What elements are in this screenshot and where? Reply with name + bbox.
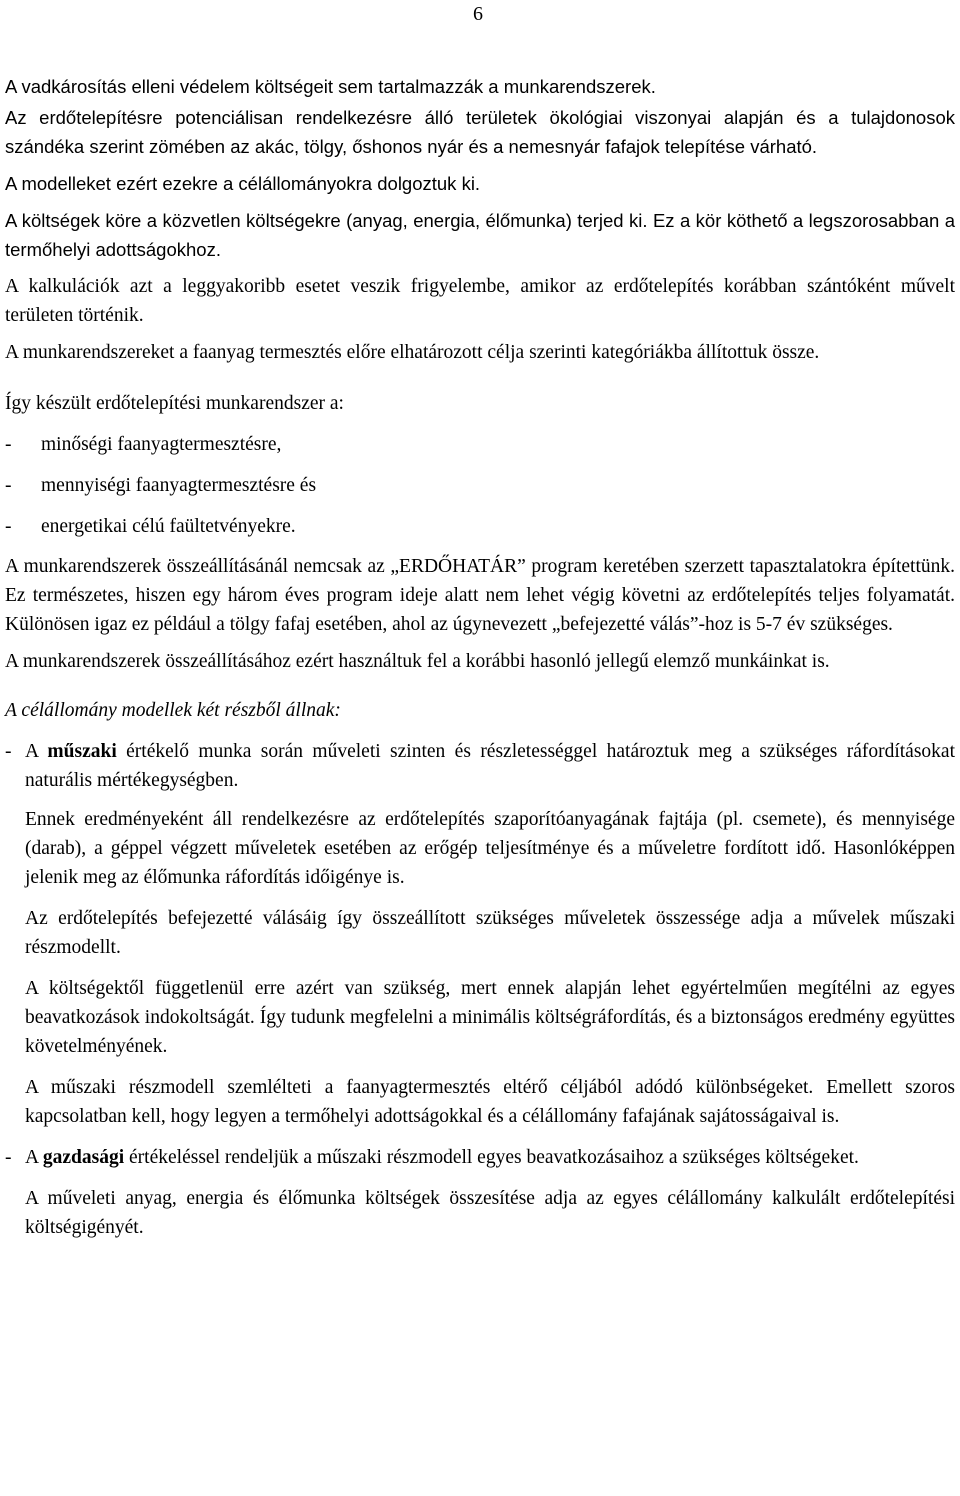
model-part-technical [5,737,955,795]
paragraph-6: A munkarendszereket a faanyag termesztés előre elhatározott célja szerinti kategóriákba állítottuk össze. [5,342,820,363]
paragraph-12: Az erdőtelepítés befejezetté válásáig így összeállított szükséges műveletek összessége adja a művelek műszaki részmodellt. [25,908,955,958]
model-part-text [25,1143,955,1172]
section-heading: A célállomány modellek két részből állnak: [5,700,341,721]
paragraph-3: A modelleket ezért ezekre a célállományokra dolgoztuk ki. [5,173,481,194]
text-pre: A [25,741,48,762]
model-part-text [25,737,955,795]
list-dash: - [5,434,12,455]
paragraph-8: A munkarendszerek összeállításánál nemcsak az „ERDŐHATÁR” program keretében szerzett tapasztalatokra építettünk. Ez természetes, hiszen egy három éves program ideje alatt nem lehet végig követni az erdőtelepítés teljes folyamatát. Különösen igaz ez például a tölgy fafaj esetében, ahol az úgynevezett „befejezetté válás”-hoz is 5-7 év szükséges. [5,556,955,635]
list-dash: - [5,741,12,762]
list-dash: - [5,475,12,496]
page-number: 6 [473,3,483,25]
list-item [5,430,955,459]
paragraph-15: A műveleti anyag, energia és élőmunka költségek összesítése adja az egyes célállomány kalkulált erdőtelepítési költségigényét. [25,1188,955,1238]
paragraph-11: Ennek eredményeként áll rendelkezésre az erdőtelepítés szaporítóanyagának fajtája (pl. csemete), és mennyisége (darab), a géppel végzett műveletek esetében az erőgép teljesítménye és a műveletre fordított idő. Hasonlóképpen jelenik meg az élőmunka ráfordítás időigénye is. [25,809,955,888]
category-list [5,430,955,541]
list-item-text: mennyiségi faanyagtermesztésre és [41,475,317,496]
paragraph-2: Az erdőtelepítésre potenciálisan rendelkezésre álló területek ökológiai viszonyai alapján és a tulajdonosok szándéka szerint zömében az akác, tölgy, őshonos nyár és a nemesnyár fafajok telepítése várható. [5,107,955,157]
paragraph-13: A költségektől függetlenül erre azért van szükség, mert ennek alapján lehet egyértelműen megítélni az egyes beavatkozások indokoltságát. Így tudunk megfelelni a minimális költségráfordítás, és a biztonságos eredmény együttes követelményének. [25,978,955,1057]
list-item [5,471,955,500]
list-item [5,512,955,541]
paragraph-7: Így készült erdőtelepítési munkarendszer a: [5,393,344,414]
paragraph-1: A vadkárosítás elleni védelem költségeit sem tartalmazzák a munkarendszerek. [5,76,656,97]
document-body [5,0,955,1242]
paragraph-9: A munkarendszerek összeállításához ezért használtuk fel a korábbi hasonló jellegű elemző munkáinkat is. [5,651,830,672]
bold-term: műszaki [47,741,117,762]
paragraph-14: A műszaki részmodell szemlélteti a faanyagtermesztés eltérő céljából adódó különbségeket. Emellett szoros kapcsolatban kell, hogy legyen a termőhelyi adottságokkal és a célállomány fafajának sajátosságaival is. [25,1077,955,1127]
model-part-economic [5,1143,955,1172]
paragraph-4: A költségek köre a közvetlen költségekre (anyag, energia, élőmunka) terjed ki. Ez a kör köthető a legszorosabban a termőhelyi adottságokhoz. [5,210,955,260]
text-post: értékeléssel rendeljük a műszaki részmodell egyes beavatkozásaihoz a szükséges költségeket. [124,1147,859,1168]
list-item-text: energetikai célú faültetvényekre. [41,516,296,537]
list-dash: - [5,1147,12,1168]
list-item-text: minőségi faanyagtermesztésre, [41,434,282,455]
list-dash: - [5,516,12,537]
text-post: értékelő munka során műveleti szinten és részletességgel határoztuk meg a szükséges ráfordításokat naturális mértékegységben. [25,741,955,791]
bold-term: gazdasági [42,1147,125,1168]
text-pre: A [25,1147,43,1168]
paragraph-5: A kalkulációk azt a leggyakoribb esetet veszik frigyelembe, amikor az erdőtelepítés korábban szántóként művelt területen történik. [5,276,955,326]
